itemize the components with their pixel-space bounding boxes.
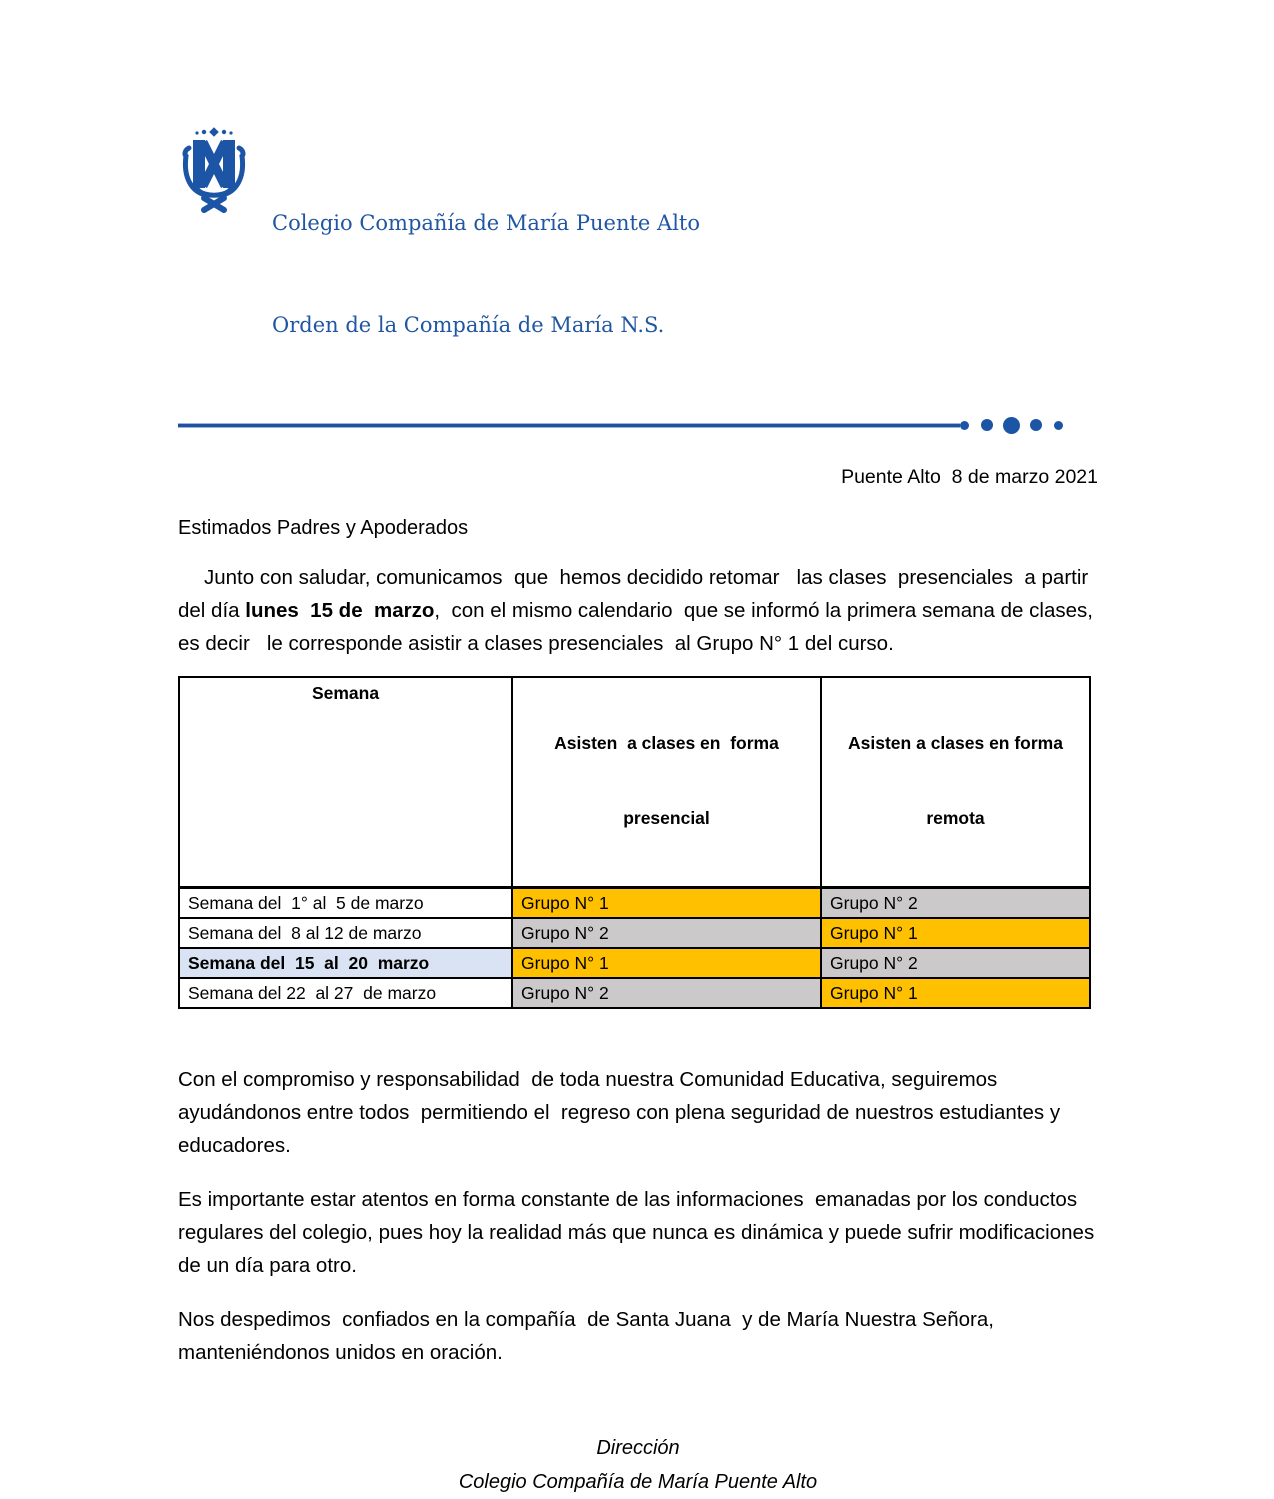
col-header-remota: [821, 677, 1090, 888]
divider-dot: [1030, 419, 1042, 431]
divider-dot: [1003, 417, 1020, 434]
remota-cell: Grupo N° 2: [821, 948, 1090, 978]
divider-dot: [960, 421, 969, 430]
paragraph-compromiso: Con el compromiso y responsabilidad de toda nuestra Comunidad Educativa, seguiremos ayudándonos entre todos permitiendo el regreso con plena seguridad de nuestros estudiantes y educadores.: [178, 1068, 1066, 1157]
header-divider: [178, 416, 1098, 434]
signature-school: Colegio Compañía de María Puente Alto: [458, 1471, 818, 1493]
table-row-highlighted: [179, 948, 1090, 978]
table-row: [179, 888, 1090, 919]
letter-content: [178, 0, 1098, 1499]
paragraph-intro: [178, 561, 1098, 660]
table-header-row: [179, 677, 1090, 888]
presencial-cell: Grupo N° 1: [512, 948, 821, 978]
divider-dot: [1054, 421, 1063, 430]
remota-cell: Grupo N° 1: [821, 918, 1090, 948]
table-row: [179, 918, 1090, 948]
divider-rule: [178, 423, 960, 428]
signature-role: Dirección: [596, 1437, 680, 1459]
signature-block: [178, 1431, 1098, 1499]
col-header-remota-line1: Asisten a clases en forma: [848, 733, 1063, 753]
col-header-presencial: [512, 677, 821, 888]
school-name-line2: Orden de la Compañía de María N.S.: [272, 313, 665, 337]
divider-dot: [981, 419, 993, 431]
paragraph-intro-post: , con el mismo calendario que se informó la primera semana de clases, es decir le corresponde asistir a clases presenciales al Grupo N° 1 del curso.: [178, 599, 1099, 655]
presencial-cell: Grupo N° 2: [512, 918, 821, 948]
date-line: Puente Alto 8 de marzo 2021: [841, 466, 1098, 488]
week-cell: Semana del 15 al 20 marzo: [179, 948, 512, 978]
remota-cell: Grupo N° 2: [821, 888, 1090, 919]
greeting: Estimados Padres y Apoderados: [178, 517, 469, 539]
col-header-semana: Semana: [179, 677, 512, 888]
col-header-presencial-line1: Asisten a clases en forma: [554, 733, 779, 753]
week-cell: Semana del 1° al 5 de marzo: [179, 888, 512, 919]
remota-cell: Grupo N° 1: [821, 978, 1090, 1008]
paragraph-intro-bold-date: lunes 15 de marzo: [245, 599, 435, 622]
schedule-table: [178, 676, 1091, 1009]
paragraph-informaciones: Es importante estar atentos en forma constante de las informaciones emanadas por los conductos regulares del colegio, pues hoy la realidad más que nunca es dinámica y puede sufrir modificaciones de un día para otro.: [178, 1188, 1100, 1277]
presencial-cell: Grupo N° 1: [512, 888, 821, 919]
school-name-block: [272, 126, 700, 410]
paragraph-intro-pre: Junto con saludar, comunicamos que hemos decidido retomar las clases presenciales a partir del día: [178, 566, 1094, 622]
week-cell: Semana del 8 al 12 de marzo: [179, 918, 512, 948]
col-header-remota-line2: remota: [926, 808, 985, 828]
week-cell: Semana del 22 al 27 de marzo: [179, 978, 512, 1008]
company-of-mary-emblem-icon: [178, 126, 250, 222]
letterhead: [178, 126, 1098, 410]
school-name-line1: Colegio Compañía de María Puente Alto: [272, 211, 700, 235]
paragraph-despedida: Nos despedimos confiados en la compañía de Santa Juana y de María Nuestra Señora, manteniéndonos unidos en oración.: [178, 1308, 1000, 1364]
table-row: [179, 978, 1090, 1008]
col-header-presencial-line2: presencial: [623, 808, 710, 828]
presencial-cell: Grupo N° 2: [512, 978, 821, 1008]
